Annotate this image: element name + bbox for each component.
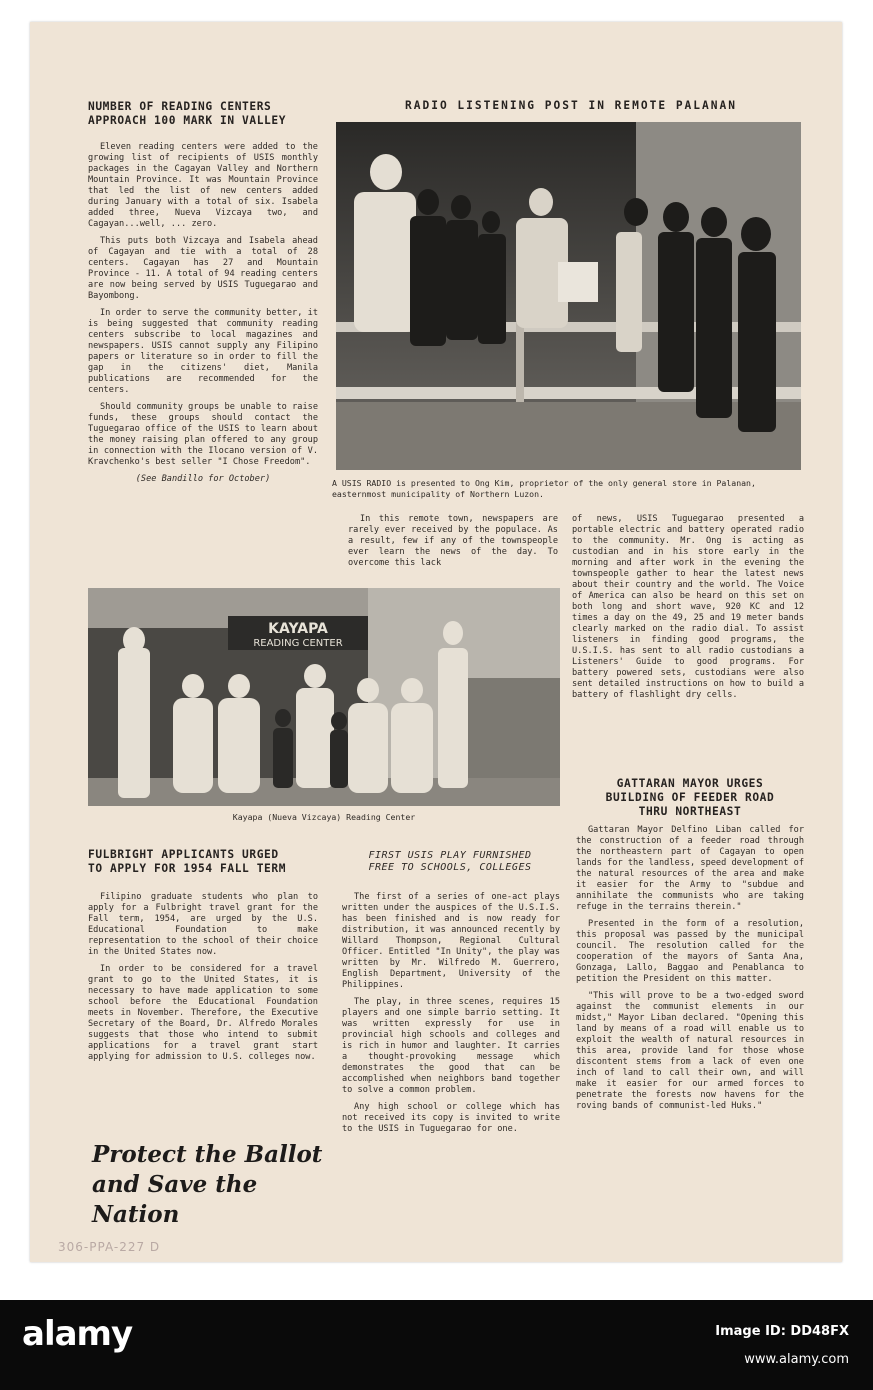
radio-presentation-photo [336, 122, 801, 470]
kayapa-photo-caption: Kayapa (Nueva Vizcaya) Reading Center [232, 812, 416, 822]
gattaran-headline: GATTARAN MAYOR URGES BUILDING OF FEEDER ROAD THRU NORTHEAST [605, 777, 775, 818]
play-headline: FIRST USIS PLAY FURNISHED FREE TO SCHOOLS, COLLEGES [368, 850, 532, 873]
kayapa-sign-line1: KAYAPA [268, 621, 328, 637]
gattaran-body: Gattaran Mayor Delfino Liban called for the construction of a feeder road through the northeastern part of Cagayan to open lands for the landless, speed development of the natural resources of the area and make it easier for the Army to "subdue and annihilate the communists who are taking refuge in the terrains therein." Presented in the form of a resolution, this proposal was passed by the municipal council. The resolution called for the cooperation of the mayors of Santa Ana, Gonzaga, Lallo, Baggao and Penablanca to petition the President on this matter. "This will prove to be a two-edged sword against the communist elements in our midst," Mayor Liban declared. "Opening this land by means of a road will enable us to exploit the wealth of natural resources in this area, provide land for those whose discontent stems from a lack of even one inch of land to call their own, and will make it easier for our armed forces to penetrate the forests now havens for the roving bands of communist-led Huks." [576, 825, 804, 1111]
stock-image-id: Image ID: DD48FX [715, 1324, 849, 1339]
reading-centers-headline: NUMBER OF READING CENTERS APPROACH 100 MARK IN VALLEY [88, 100, 287, 127]
radio-body-col2: of news, USIS Tuguegarao presented a portable electric and battery operated radio to the community. Mr. Ong is acting as custodian and in his store early in the morning and after work in the evening the townspeople gather to hear the latest news about their country and the world. The Voice of America can also be heard on this set on both long and short wave, 920 KC and 12 times a day on the 49, 25 and 19 meter bands clearly marked on the radio dial. To assist listeners in finding good programs, the U.S.I.S. has sent to all radio custodians a Listeners' Guide to good programs. For battery powered sets, custodians were also sent detailed instructions on how to build a battery of flashlight dry cells. [572, 514, 804, 700]
fulbright-body: Filipino graduate students who plan to apply for a Fulbright travel grant for the Fall term, 1954, are urged by the U.S. Educational Foundation to make representation to the school of their choice in the United States now. In order to be considered for a travel grant to go to the United States, it is necessary to have made application to some school before the Educational Foundation meets in November. Therefore, the Executive Secretary of the Board, Dr. Alfredo Morales suggests that those who intend to submit applications for a travel grant start applying for admission to U.S. colleges now. [88, 892, 318, 1062]
stock-footer-bar [0, 1300, 873, 1390]
archive-pencil-mark: 306-PPA-227 D [58, 1240, 161, 1254]
stock-url: www.alamy.com [744, 1352, 849, 1367]
kayapa-sign-line2: READING CENTER [253, 638, 343, 649]
protect-the-ballot-slogan: Protect the Ballot and Save the Nation [92, 1141, 323, 1228]
kayapa-reading-center-photo [88, 588, 560, 806]
fulbright-headline: FULBRIGHT APPLICANTS URGED TO APPLY FOR 1954 FALL TERM [88, 848, 287, 875]
see-also-note: (See Bandillo for October) [135, 474, 271, 484]
reading-centers-body: Eleven reading centers were added to the growing list of recipients of USIS monthly packages in the Cagayan Valley and Northern Mountain Province. It was Mountain Province that led the list of new centers added during January with a total of six. Isabela added three, Nueva Vizcaya two, and Cagayan...well, ... zero. This puts both Vizcaya and Isabela ahead of Cagayan and tie with a total of 28 centers. Cagayan has 27 and Mountain Province - 11. A total of 94 reading centers are now being served by USIS Tuguegarao and Bayombong. In order to serve the community better, it is being suggested that community reading centers subscribe to local magazines and newspapers. USIS cannot supply any Filipino papers or literature so in order to fill the gap in the citizens' diet, Manila publications are recommended for the centers. Should community groups be unable to raise funds, these groups should contact the Tuguegarao office of the USIS to learn about the money raising plan offered to any group in connection with the Ilocano version of V. Kravchenko's best seller "I Chose Freedom". (See Bandillo for October) [88, 142, 318, 484]
radio-body-col1: In this remote town, newspapers are rarely ever received by the populace. As a result, few if any of the townspeople ever learn the news of the day. To overcome this lack [348, 514, 558, 568]
newsletter-page [30, 22, 842, 1262]
radio-headline: RADIO LISTENING POST IN REMOTE PALANAN [405, 99, 737, 112]
play-body: The first of a series of one-act plays written under the auspices of the U.S.I.S. has been finished and is now ready for distribution, it was announced recently by Willard Thompson, Regional Cultural Officer. Entitled "In Unity", the play was written by Mr. Wilfredo M. Guerrero, English Department, University of the Philippines. The play, in three scenes, requires 15 players and one simple barrio setting. It was written expressly for use in provincial high schools and colleges and is rich in humor and laughter. It carries a thought-provoking message which demonstrates the good that can be accomplished when neighbors band together to solve a common problem. Any high school or college which has not received its copy is invited to write to the USIS in Tuguegarao for one. [342, 892, 560, 1134]
stock-brand-logo: alamy [22, 1314, 133, 1354]
radio-photo-caption: A USIS RADIO is presented to Ong Kim, proprietor of the only general store in Palanan, easternmost municipality of Northern Luzon. [332, 478, 756, 499]
